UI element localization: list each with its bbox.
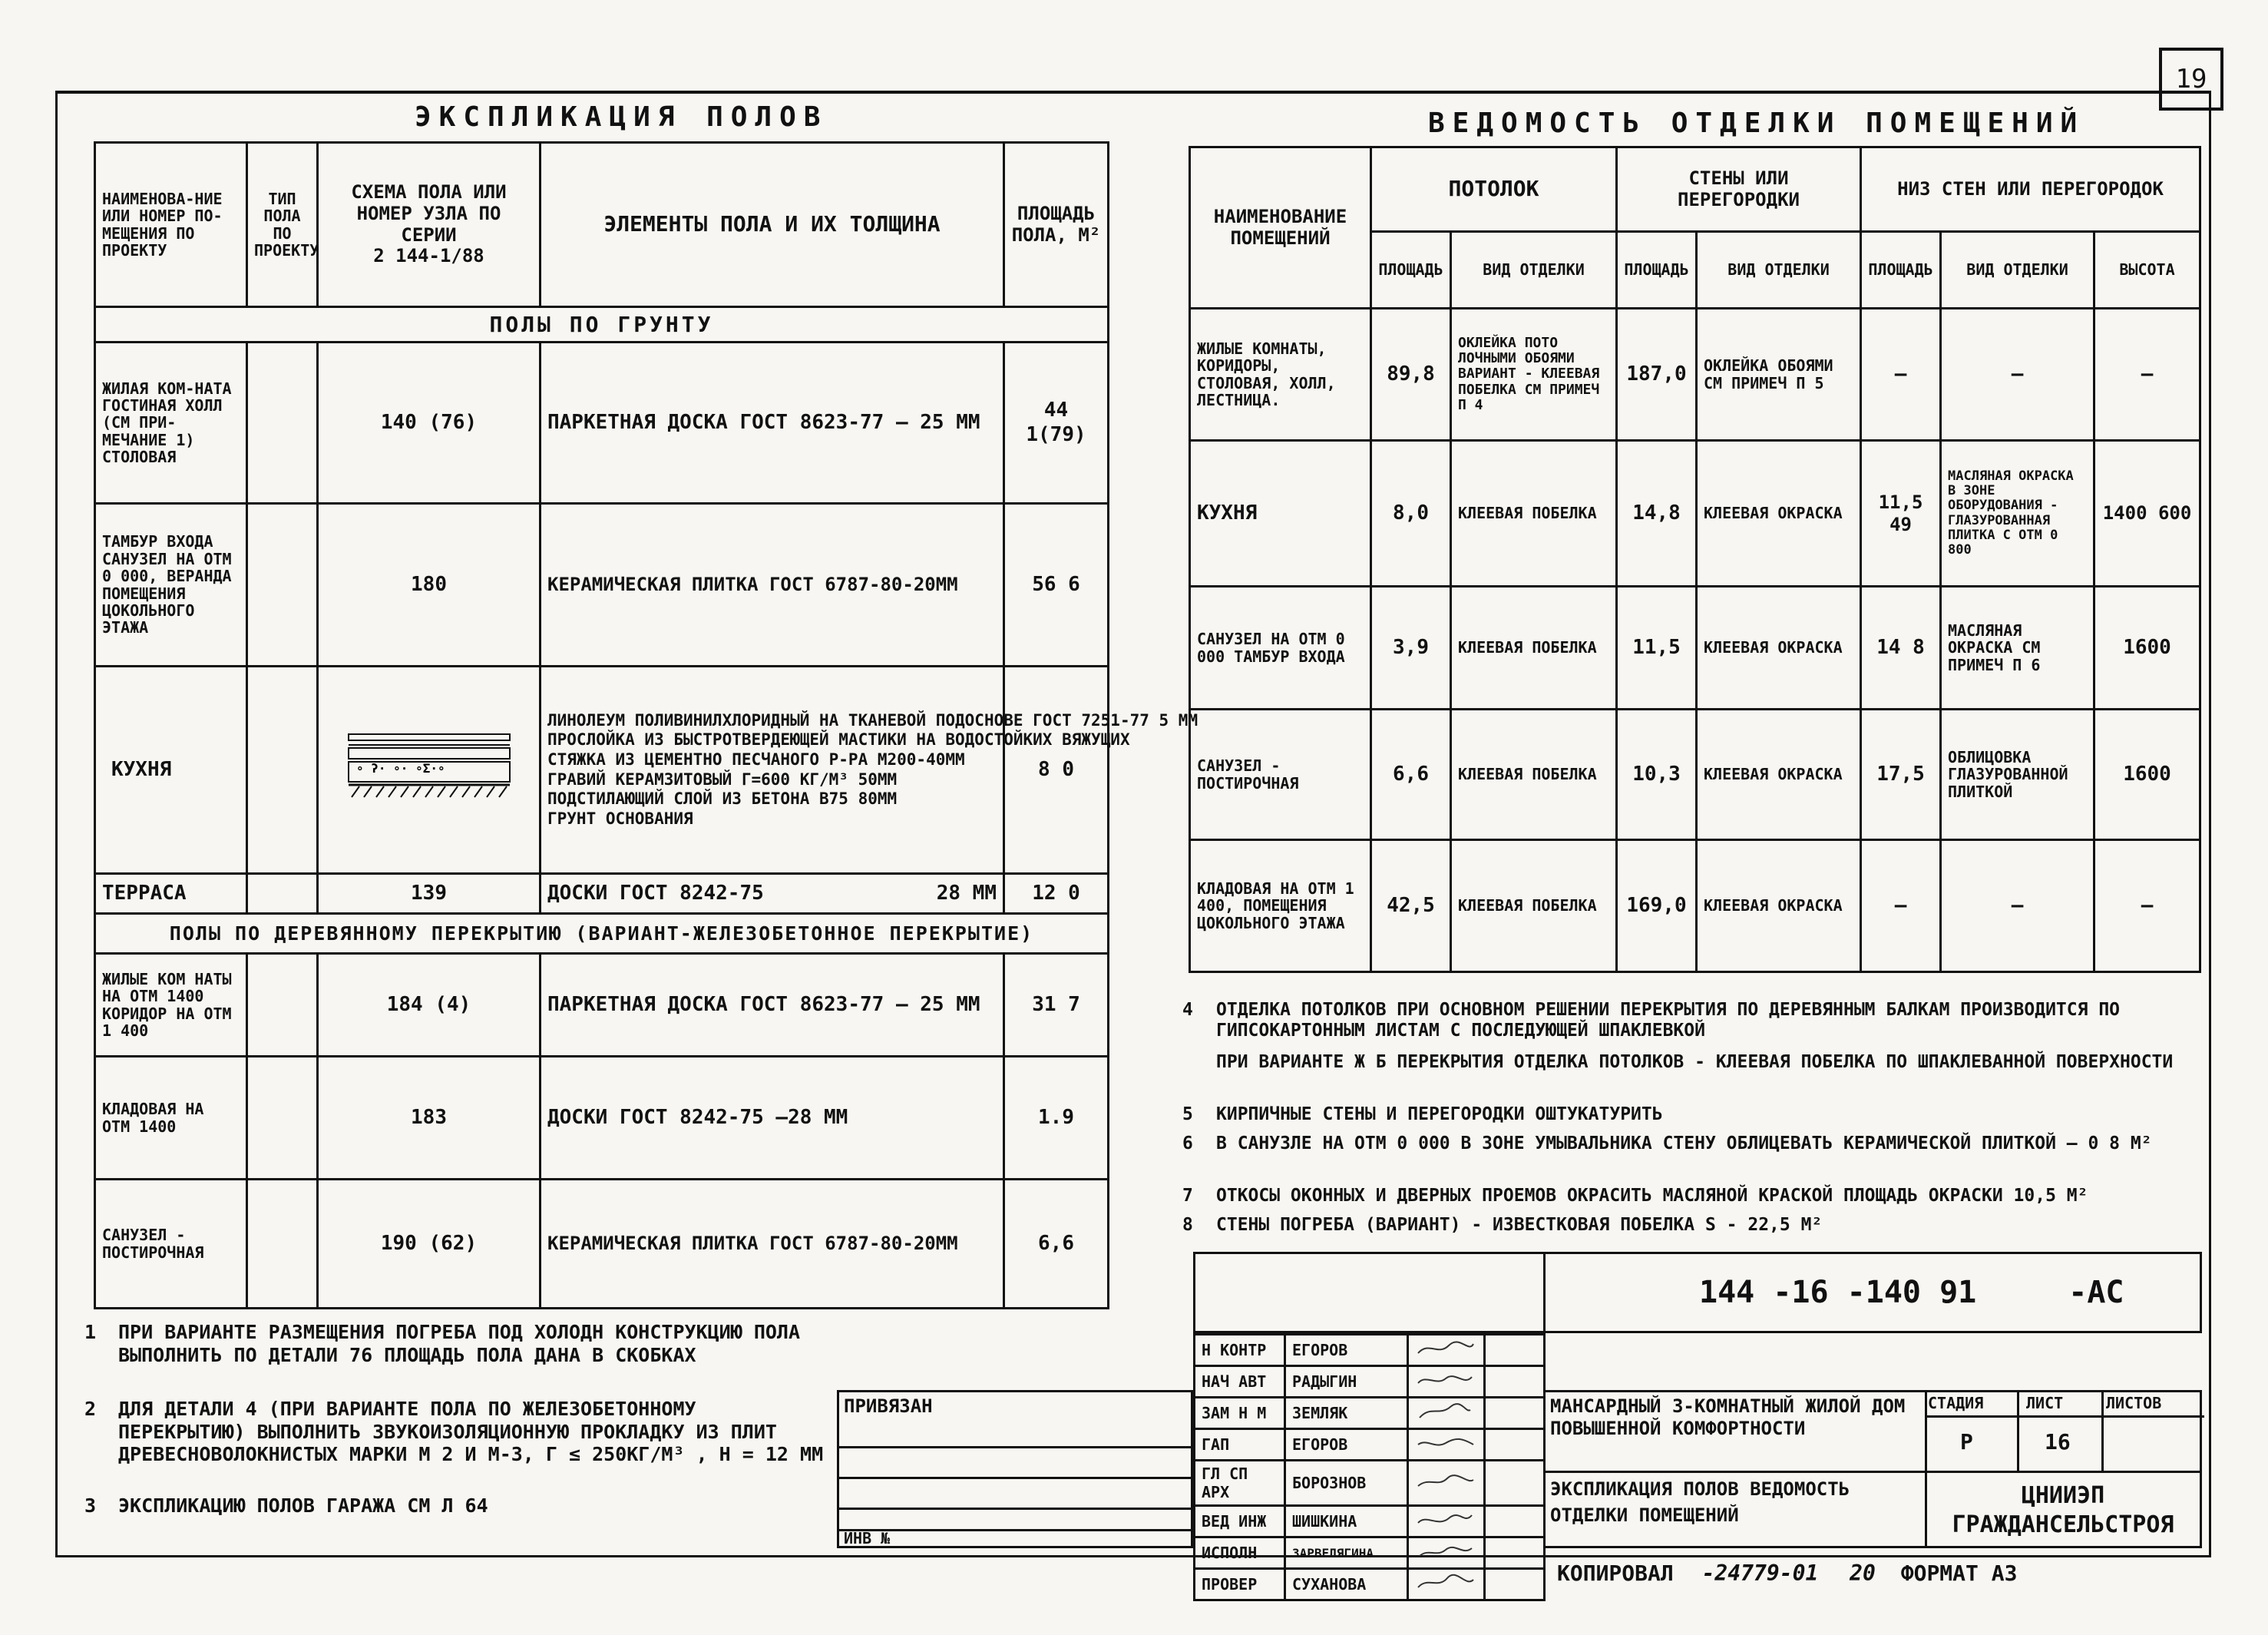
floors-header-scheme	[318, 143, 541, 307]
scheme-cell: 184 (4)	[318, 954, 541, 1057]
c-area-cell: 6,6	[1371, 710, 1451, 840]
w-area-cell: 187,0	[1617, 309, 1697, 441]
area-cell: 12 0	[1004, 874, 1109, 914]
area-cell: 1.9	[1004, 1057, 1109, 1180]
doc-code: 144 -16 -140 91	[1699, 1275, 1977, 1310]
sig-name: ЕГОРОВ	[1285, 1429, 1408, 1461]
copy-code: -24779-01	[1701, 1561, 1819, 1586]
copy-num: 20	[1850, 1561, 1876, 1586]
floors-table	[94, 141, 1198, 1309]
l-kind-cell: —	[1941, 309, 2094, 441]
l-area-cell: 17,5	[1861, 710, 1941, 840]
floor-note-1: 1 ПРИ ВАРИАНТЕ РАЗМЕЩЕНИЯ ПОГРЕБА ПОД ХОЛОДН КОНСТРУКЦИЮ ПОЛА ВЫПОЛНИТЬ ПО ДЕТАЛИ 76 ПЛОЩАДЬ ПОЛА ДАНА В СКОБКАХ	[84, 1321, 801, 1366]
w-area-cell: 14,8	[1617, 441, 1697, 587]
finish-header-ceiling: ПОТОЛОК	[1371, 147, 1617, 232]
sheet-name: ЭКСПЛИКАЦИЯ ПОЛОВ ВЕДОМОСТЬ ОТДЕЛКИ ПОМЕЩЕНИЙ	[1550, 1478, 1850, 1526]
sig-name: ЗЕМЛЯК	[1285, 1398, 1408, 1429]
format-label: ФОРМАТ А3	[1900, 1561, 2018, 1586]
copy-line	[1557, 1561, 2017, 1586]
l-height-cell: 1600	[2094, 587, 2200, 710]
subheader-kind: ВИД ОТДЕЛКИ	[1941, 232, 2094, 309]
finish-note-6: 6 В САНУЗЛЕ НА ОТМ 0 000 В ЗОНЕ УМЫВАЛЬНИКА СТЕНУ ОБЛИЦЕВАТЬ КЕРАМИЧЕСКОЙ ПЛИТКОЙ — 0 8 М²	[1182, 1134, 2152, 1153]
room-cell: КЛАДОВАЯ НА ОТМ 1400	[95, 1057, 247, 1180]
section-ground: ПОЛЫ ПО ГРУНТУ	[95, 307, 1109, 343]
sig-role: НАЧ АВТ	[1195, 1366, 1285, 1398]
sig-role: ИСПОЛН	[1195, 1537, 1285, 1569]
elements-cell: ПАРКЕТНАЯ ДОСКА ГОСТ 8623-77 — 25 ММ	[541, 954, 1004, 1057]
c-area-cell: 89,8	[1371, 309, 1451, 441]
room-cell: КУХНЯ	[95, 667, 247, 874]
w-kind-cell: КЛЕЕВАЯ ОКРАСКА	[1697, 441, 1861, 587]
floor-note-3: 3 ЭКСПЛИКАЦИЮ ПОЛОВ ГАРАЖА СМ Л 64	[84, 1494, 488, 1517]
finish-table	[1189, 146, 2201, 973]
sig-name: ЕГОРОВ	[1285, 1335, 1408, 1366]
sig-role: Н КОНТР	[1195, 1335, 1285, 1366]
l-kind-cell: МАСЛЯНАЯ ОКРАСКА СМ ПРИМЕЧ П 6	[1941, 587, 2094, 710]
room-cell: ЖИЛАЯ КОМ-НАТА ГОСТИНАЯ ХОЛЛ (СМ ПРИ-МЕЧАНИЕ 1) СТОЛОВАЯ	[95, 343, 247, 504]
floor-note-2: 2 ДЛЯ ДЕТАЛИ 4 (ПРИ ВАРИАНТЕ ПОЛА ПО ЖЕЛЕЗОБЕТОННОМУ ПЕРЕКРЫТИЮ) ВЫПОЛНИТЬ ЗВУКОИЗОЛЯЦИОННУЮ ПРОКЛАДКУ ИЗ ПЛИТ ДРЕВЕСНОВОЛОКНИСТЫХ МАРКИ М 2 И М-3, Γ ≤ 250КГ/М³ , H = 12 ММ	[84, 1398, 824, 1465]
org-name: ЦНИИЭП ГРАЖДАНСЕЛЬСТРОЯ	[1952, 1482, 2174, 1538]
type-cell	[247, 1180, 318, 1309]
room-cell: ЖИЛЫЕ КОМНАТЫ, КОРИДОРЫ, СТОЛОВАЯ, ХОЛЛ, ЛЕСТНИЦА.	[1190, 309, 1371, 441]
scheme-cell: 140 (76)	[318, 343, 541, 504]
room-cell: КУХНЯ	[1190, 441, 1371, 587]
finish-note-4b: ПРИ ВАРИАНТЕ Ж Б ПЕРЕКРЫТИЯ ОТДЕЛКА ПОТОЛКОВ - КЛЕЕВАЯ ПОБЕЛКА ПО ШПАКЛЕВАННОЙ ПОВЕРХНОСТИ	[1216, 1052, 2174, 1072]
type-cell	[247, 954, 318, 1057]
scheme-cell: 190 (62)	[318, 1180, 541, 1309]
scheme-header-line1: СХЕМА ПОЛА ИЛИ НОМЕР УЗЛА ПО	[351, 181, 507, 224]
elements-cell	[541, 667, 1198, 874]
w-area-cell: 169,0	[1617, 840, 1697, 972]
type-cell	[247, 1057, 318, 1180]
area-cell: 6,6	[1004, 1180, 1109, 1309]
table-row	[95, 1180, 1109, 1309]
thickness-text: 28 ММ	[936, 881, 997, 905]
w-kind-cell: ОКЛЕЙКА ОБОЯМИ СМ ПРИМЕЧ П 5	[1697, 309, 1861, 441]
page-number: 19	[2159, 48, 2223, 111]
elements-cell: КЕРАМИЧЕСКАЯ ПЛИТКА ГОСТ 6787-80-20ММ	[541, 1180, 1004, 1309]
room-cell: САНУЗЕЛ - ПОСТИРОЧНАЯ	[1190, 710, 1371, 840]
finish-header-lower: НИЗ СТЕН ИЛИ ПЕРЕГОРОДОК	[1861, 147, 2200, 232]
c-kind-cell: КЛЕЕВАЯ ПОБЕЛКА	[1451, 840, 1617, 972]
stage-value: Р	[1960, 1429, 1973, 1455]
c-kind-cell: КЛЕЕВАЯ ПОБЕЛКА	[1451, 441, 1617, 587]
title-block	[1543, 1390, 2202, 1548]
w-kind-cell: КЛЕЕВАЯ ОКРАСКА	[1697, 840, 1861, 972]
floors-header-area: ПЛОЩАДЬ ПОЛА, М²	[1004, 143, 1109, 307]
signature	[1408, 1429, 1485, 1461]
l-kind-cell: —	[1941, 840, 2094, 972]
floors-header-elements: ЭЛЕМЕНТЫ ПОЛА И ИХ ТОЛЩИНА	[541, 143, 1004, 307]
elements-cell	[541, 874, 1004, 914]
c-kind-cell: ОКЛЕЙКА ПОТО ЛОЧНЫМИ ОБОЯМИ ВАРИАНТ - КЛЕЕВАЯ ПОБЕЛКА СМ ПРИМЕЧ П 4	[1451, 309, 1617, 441]
floors-header-type: ТИП ПОЛА ПО ПРОЕКТУ	[247, 143, 318, 307]
type-cell	[247, 504, 318, 667]
c-kind-cell: КЛЕЕВАЯ ПОБЕЛКА	[1451, 587, 1617, 710]
l-area-cell: 14 8	[1861, 587, 1941, 710]
room-cell: ЖИЛЫЕ КОМ НАТЫ НА ОТМ 1400 КОРИДОР НА ОТМ 1 400	[95, 954, 247, 1057]
signature	[1408, 1506, 1485, 1537]
c-kind-cell: КЛЕЕВАЯ ПОБЕЛКА	[1451, 710, 1617, 840]
w-kind-cell: КЛЕЕВАЯ ОКРАСКА	[1697, 587, 1861, 710]
l-area-cell: —	[1861, 840, 1941, 972]
finish-header-room: НАИМЕНОВАНИЕ ПОМЕЩЕНИЙ	[1190, 147, 1371, 309]
elements-cell: ПАРКЕТНАЯ ДОСКА ГОСТ 8623-77 — 25 ММ	[541, 343, 1004, 504]
layer-3: СТЯЖКА ИЗ ЦЕМЕНТНО ПЕСЧАНОГО Р-РА М200-40ММ	[547, 750, 965, 769]
sig-name: БОРОЗНОВ	[1285, 1461, 1408, 1506]
area-cell: 8 0	[1004, 667, 1109, 874]
subheader-kind: ВИД ОТДЕЛКИ	[1451, 232, 1617, 309]
sig-role: ВЕД ИНЖ	[1195, 1506, 1285, 1537]
sheet-label: ЛИСТ	[2026, 1394, 2064, 1412]
subheader-kind: ВИД ОТДЕЛКИ	[1697, 232, 1861, 309]
scheme-cell: 139	[318, 874, 541, 914]
l-height-cell: —	[2094, 840, 2200, 972]
inv-label: ИНВ №	[844, 1529, 891, 1547]
w-area-cell: 10,3	[1617, 710, 1697, 840]
finish-note-8: 8 СТЕНЫ ПОГРЕБА (ВАРИАНТ) - ИЗВЕСТКОВАЯ ПОБЕЛКА S - 22,5 М²	[1182, 1215, 1823, 1235]
scheme-header-line3: 2 144-1/88	[373, 245, 484, 267]
room-cell: САНУЗЕЛ - ПОСТИРОЧНАЯ	[95, 1180, 247, 1309]
table-row	[95, 874, 1109, 914]
finish-note-5: 5 КИРПИЧНЫЕ СТЕНЫ И ПЕРЕГОРОДКИ ОШТУКАТУРИТЬ	[1182, 1104, 1663, 1124]
sig-name: ЗАРВЕЛЯГИНА	[1285, 1537, 1408, 1569]
finish-note-7: 7 ОТКОСЫ ОКОННЫХ И ДВЕРНЫХ ПРОЕМОВ ОКРАСИТЬ МАСЛЯНОЙ КРАСКОЙ ПЛОЩАДЬ ОКРАСКИ 10,5 М²	[1182, 1186, 2088, 1206]
floor-section-drawing	[341, 726, 517, 811]
room-cell: САНУЗЕЛ НА ОТМ 0 000 ТАМБУР ВХОДА	[1190, 587, 1371, 710]
l-area-cell: —	[1861, 309, 1941, 441]
subheader-area: ПЛОЩАДЬ	[1861, 232, 1941, 309]
area-cell: 56 6	[1004, 504, 1109, 667]
scheme-cell: 180	[318, 504, 541, 667]
sheets-label: ЛИСТОВ	[2106, 1394, 2162, 1412]
table-row	[95, 954, 1109, 1057]
signature	[1408, 1461, 1485, 1506]
layer-4: ГРАВИЙ КЕРАМЗИТОВЫЙ Γ=600 КГ/М³ 50ММ	[547, 770, 898, 789]
subheader-area: ПЛОЩАДЬ	[1371, 232, 1451, 309]
l-height-cell: 1400 600	[2094, 441, 2200, 587]
scheme-cell	[318, 667, 541, 874]
privyazan-label: ПРИВЯЗАН	[844, 1395, 933, 1417]
sig-role: ГАП	[1195, 1429, 1285, 1461]
l-height-cell: —	[2094, 309, 2200, 441]
l-height-cell: 1600	[2094, 710, 2200, 840]
room-cell: КЛАДОВАЯ НА ОТМ 1 400, ПОМЕЩЕНИЯ ЦОКОЛЬНОГО ЭТАЖА	[1190, 840, 1371, 972]
signature	[1408, 1366, 1485, 1398]
subheader-area: ПЛОЩАДЬ	[1617, 232, 1697, 309]
table-row	[1190, 710, 2200, 840]
layer-2: ПРОСЛОЙКА ИЗ БЫСТРОТВЕРДЕЮЩЕЙ МАСТИКИ НА ВОДОСТОЙКИХ ВЯЖУЩИХ	[547, 730, 1130, 750]
table-row	[1190, 840, 2200, 972]
signatures-table	[1193, 1333, 1546, 1601]
w-kind-cell: КЛЕЕВАЯ ОКРАСКА	[1697, 710, 1861, 840]
floors-header-room: НАИМЕНОВА-НИЕ ИЛИ НОМЕР ПО-МЕЩЕНИЯ ПО ПРОЕКТУ	[95, 143, 247, 307]
copied-label: КОПИРОВАЛ	[1557, 1561, 1674, 1586]
sig-role: ЗАМ Н М	[1195, 1398, 1285, 1429]
stamp-doc-code	[1543, 1252, 2202, 1333]
scheme-cell: 183	[318, 1057, 541, 1180]
floors-title: ЭКСПЛИКАЦИЯ ПОЛОВ	[415, 101, 828, 133]
signature	[1408, 1335, 1485, 1366]
layer-5: ПОДСТИЛАЮЩИЙ СЛОЙ ИЗ БЕТОНА В75 80ММ	[547, 789, 898, 809]
privyazan-block	[837, 1390, 1193, 1548]
sheet-value: 16	[2045, 1429, 2071, 1455]
room-cell: ТЕРРАСА	[95, 874, 247, 914]
layer-1: ЛИНОЛЕУМ ПОЛИВИНИЛХЛОРИДНЫЙ НА ТКАНЕВОЙ ПОДОСНОВЕ ГОСТ 7251-77 5 ММ	[547, 710, 1198, 730]
signature	[1408, 1569, 1485, 1600]
c-area-cell: 8,0	[1371, 441, 1451, 587]
table-row	[95, 667, 1109, 874]
doc-suffix: -АС	[2068, 1275, 2124, 1310]
sig-name: ШИШКИНА	[1285, 1506, 1408, 1537]
type-cell	[247, 343, 318, 504]
scheme-header-line2: СЕРИИ	[401, 223, 457, 246]
svg-text:∘ ʔ· ∘· ∘ʃ·∘: ∘ ʔ· ∘· ∘ʃ·∘	[355, 760, 445, 776]
layer-6: ГРУНТ ОСНОВАНИЯ	[547, 809, 693, 828]
table-row	[95, 504, 1109, 667]
l-kind-cell: МАСЛЯНАЯ ОКРАСКА В ЗОНЕ ОБОРУДОВАНИЯ - ГЛАЗУРОВАННАЯ ПЛИТКА С ОТМ 0 800	[1941, 441, 2094, 587]
project-name: МАНСАРДНЫЙ 3-КОМНАТНЫЙ ЖИЛОЙ ДОМ ПОВЫШЕННОЙ КОМФОРТНОСТИ	[1550, 1395, 1906, 1439]
room-cell: ТАМБУР ВХОДА САНУЗЕЛ НА ОТМ 0 000, ВЕРАНДА ПОМЕЩЕНИЯ ЦОКОЛЬНОГО ЭТАЖА	[95, 504, 247, 667]
type-cell	[247, 667, 318, 874]
section-wooden: ПОЛЫ ПО ДЕРЕВЯННОМУ ПЕРЕКРЫТИЮ (ВАРИАНТ-ЖЕЛЕЗОБЕТОННОЕ ПЕРЕКРЫТИЕ)	[95, 914, 1109, 954]
table-row	[1190, 587, 2200, 710]
signature	[1408, 1537, 1485, 1569]
table-row	[95, 343, 1109, 504]
area-cell: 44 1(79)	[1004, 343, 1109, 504]
signature	[1408, 1398, 1485, 1429]
finish-header-walls: СТЕНЫ ИЛИ ПЕРЕГОРОДКИ	[1617, 147, 1861, 232]
l-kind-cell: ОБЛИЦОВКА ГЛАЗУРОВАННОЙ ПЛИТКОЙ	[1941, 710, 2094, 840]
finish-title: ВЕДОМОСТЬ ОТДЕЛКИ ПОМЕЩЕНИЙ	[1428, 108, 2085, 139]
l-area-cell: 11,5 49	[1861, 441, 1941, 587]
sig-name: СУХАНОВА	[1285, 1569, 1408, 1600]
elements-cell: ДОСКИ ГОСТ 8242-75 —28 ММ	[541, 1057, 1004, 1180]
type-cell	[247, 874, 318, 914]
subheader-height: ВЫСОТА	[2094, 232, 2200, 309]
finish-note-4: 4 ОТДЕЛКА ПОТОЛКОВ ПРИ ОСНОВНОМ РЕШЕНИИ ПЕРЕКРЫТИЯ ПО ДЕРЕВЯННЫМ БАЛКАМ ПРОИЗВОДИТСЯ ПО ГИПСОКАРТОННЫМ ЛИСТАМ С ПОСЛЕДУЮЩЕЙ ШПАКЛЕВКОЙ	[1182, 1000, 2121, 1041]
stage-label: СТАДИЯ	[1928, 1394, 1984, 1412]
sig-name: РАДЫГИН	[1285, 1366, 1408, 1398]
table-row	[1190, 441, 2200, 587]
sig-role: ПРОВЕР	[1195, 1569, 1285, 1600]
c-area-cell: 3,9	[1371, 587, 1451, 710]
c-area-cell: 42,5	[1371, 840, 1451, 972]
w-area-cell: 11,5	[1617, 587, 1697, 710]
area-cell: 31 7	[1004, 954, 1109, 1057]
table-row	[95, 1057, 1109, 1180]
sig-role: ГЛ СП АРХ	[1195, 1461, 1285, 1506]
elements-text: ДОСКИ ГОСТ 8242-75	[547, 881, 764, 905]
elements-cell: КЕРАМИЧЕСКАЯ ПЛИТКА ГОСТ 6787-80-20ММ	[541, 504, 1004, 667]
table-row	[1190, 309, 2200, 441]
